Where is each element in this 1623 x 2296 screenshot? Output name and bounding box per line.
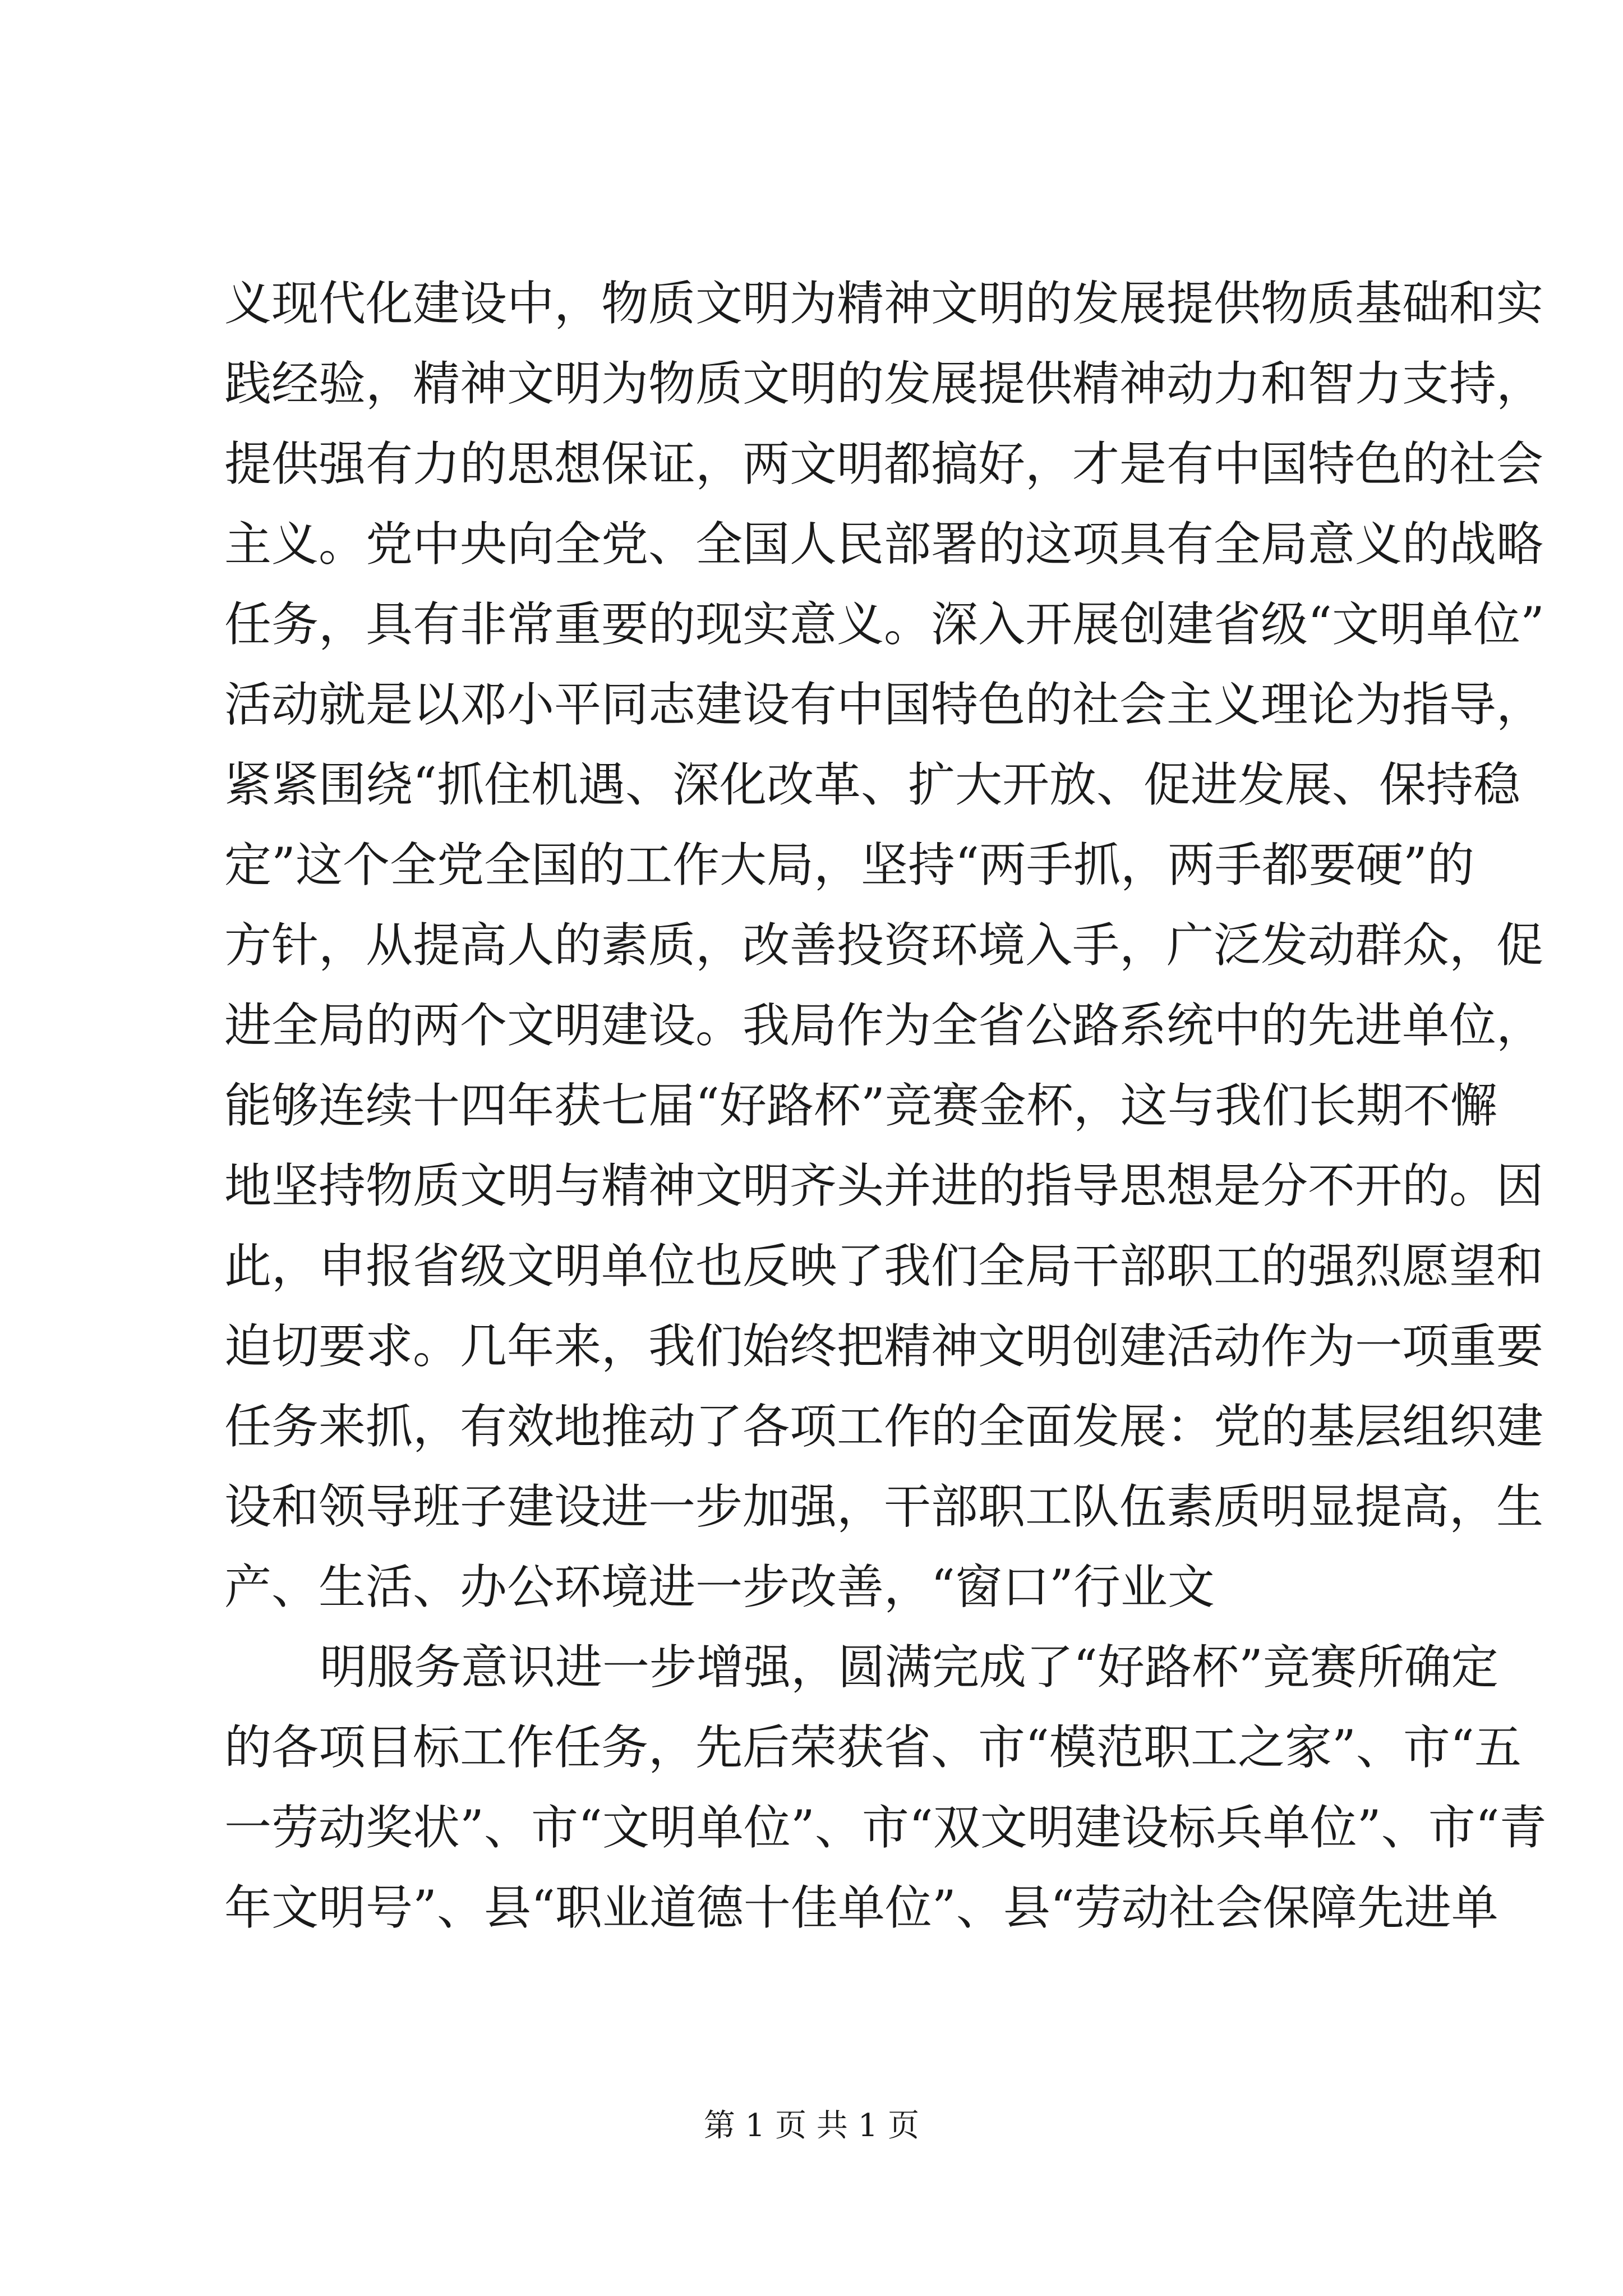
paragraph-1-line: 主义。党中央向全党、全国人民部署的这项具有全局意义的战略	[224, 517, 1544, 572]
paragraph-1-line: 此，申报省级文明单位也反映了我们全局干部职工的强烈愿望和	[224, 1239, 1544, 1294]
paragraph-1-line: 活动就是以邓小平同志建设有中国特色的社会主义理论为指导，	[224, 677, 1544, 732]
paragraph-2-line: 的各项目标工作任务，先后荣获省、市“模范职工之家”、市“五	[224, 1720, 1521, 1775]
paragraph-1-line: 提供强有力的思想保证，两文明都搞好，才是有中国特色的社会	[224, 436, 1544, 491]
document-body	[224, 264, 1547, 1948]
paragraph-1-line: 任务来抓，有效地推动了各项工作的全面发展：党的基层组织建	[224, 1399, 1544, 1454]
paragraph-1-line: 任务，具有非常重要的现实意义。深入开展创建省级“文明单位”	[224, 597, 1544, 652]
paragraph-1-line: 方针，从提高人的素质，改善投资环境入手，广泛发动群众，促	[224, 918, 1544, 973]
paragraph-1-line: 义现代化建设中，物质文明为精神文明的发展提供物质基础和实	[224, 276, 1544, 331]
paragraph-2-line: 明服务意识进一步增强，圆满完成了“好路杯”竞赛所确定	[320, 1640, 1498, 1695]
paragraph-1-line: 设和领导班子建设进一步加强，干部职工队伍素质明显提高，生	[224, 1479, 1544, 1534]
paragraph-1-line: 地坚持物质文明与精神文明齐头并进的指导思想是分不开的。因	[224, 1158, 1544, 1213]
paragraph-1-line: 能够连续十四年获七届“好路杯”竞赛金杯，这与我们长期不懈	[224, 1078, 1497, 1133]
paragraph-1-line: 紧紧围绕“抓住机遇、深化改革、扩大开放、促进发展、保持稳	[224, 757, 1520, 812]
paragraph-1-line: 产、生活、办公环境进一步改善，“窗口”行业文	[224, 1559, 1215, 1614]
paragraph-1-line: 迫切要求。几年来，我们始终把精神文明创建活动作为一项重要	[224, 1319, 1544, 1374]
paragraph-2-line: 年文明号”、县“职业道德十佳单位”、县“劳动社会保障先进单	[224, 1880, 1498, 1935]
paragraph-1-line: 践经验，精神文明为物质文明的发展提供精神动力和智力支持，	[224, 356, 1544, 411]
page-number: 第 1 页 共 1 页	[703, 2108, 920, 2144]
paragraph-2-line: 一劳动奖状”、市“文明单位”、市“双文明建设标兵单位”、市“青	[224, 1800, 1547, 1855]
paragraph-1-line: 定”这个全党全国的工作大局，坚持“两手抓，两手都要硬”的	[224, 838, 1474, 892]
paragraph-1-line: 进全局的两个文明建设。我局作为全省公路系统中的先进单位，	[224, 998, 1544, 1053]
